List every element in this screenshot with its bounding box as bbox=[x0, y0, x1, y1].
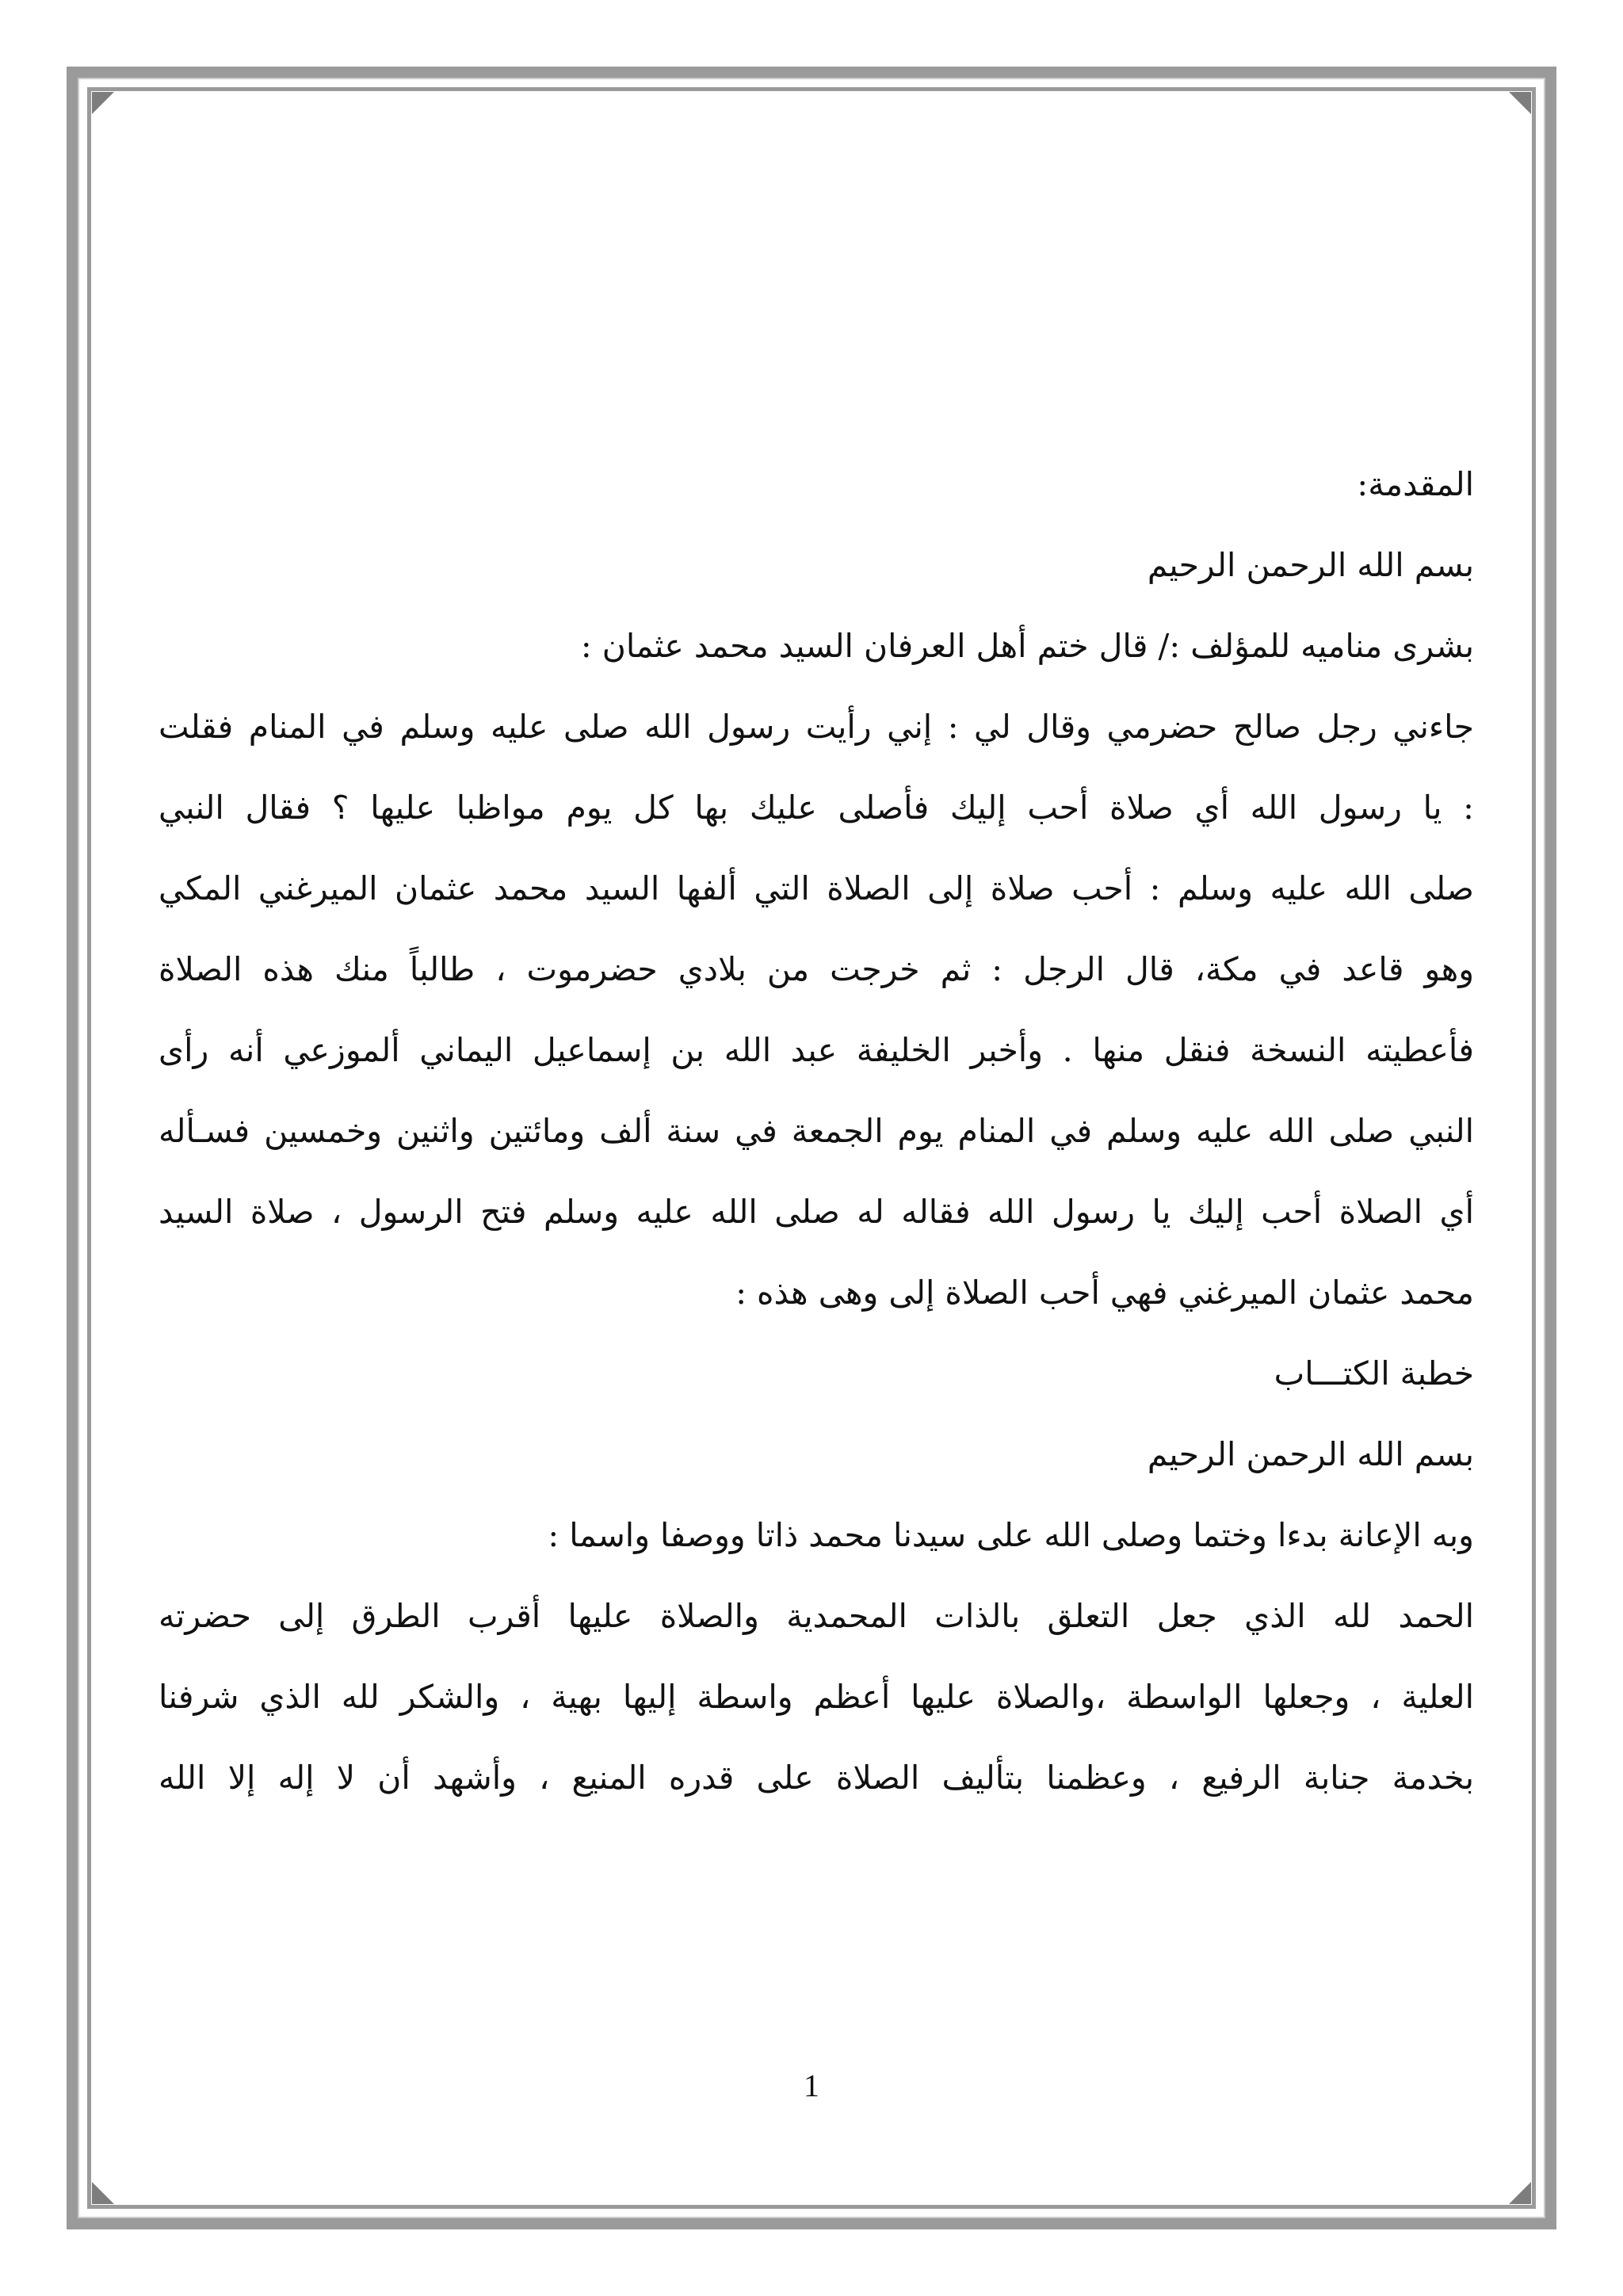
basmala-line: بسم الله الرحمن الرحيم bbox=[1147, 1435, 1474, 1473]
intro-heading: المقدمة: bbox=[1357, 465, 1474, 503]
paragraph-line: بخدمة جنابة الرفيع ، وعظمنا بتأليف الصلاة على قدره المنيع ، وأشهد أن لا إله إلا الله bbox=[158, 1759, 1474, 1797]
paragraph-line: وهو قاعد في مكة، قال الرجل : ثم خرجت من بلادي حضرموت ، طالباً منك هذه الصلاة bbox=[158, 950, 1474, 988]
corner-ornament-bottom-right bbox=[1509, 2182, 1531, 2204]
page-number: 1 bbox=[804, 2068, 819, 2103]
paragraph-line: : يا رسول الله أي صلاة أحب إليك فأصلى عليك بها كل يوم مواظبا عليها ؟ فقال النبي bbox=[158, 789, 1474, 827]
basmala-line: بسم الله الرحمن الرحيم bbox=[1147, 546, 1474, 584]
paragraph-line: فأعطيته النسخة فنقل منها . وأخبر الخليفة عبد الله بن إسماعيل اليماني ألموزعي أنه رأى bbox=[158, 1031, 1474, 1069]
paragraph-line: جاءني رجل صالح حضرمي وقال لي : إني رأيت رسول الله صلى عليه وسلم في المنام فقلت bbox=[158, 708, 1474, 746]
announcement-line: بشرى مناميه للمؤلف :/ قال ختم أهل العرفان السيد محمد عثمان : bbox=[580, 627, 1474, 665]
paragraph-line: العلية ، وجعلها الواسطة ،والصلاة عليها أعظم واسطة إليها بهية ، والشكر لله الذي شرفنا bbox=[158, 1678, 1474, 1716]
paragraph-line: أي الصلاة أحب إليك يا رسول الله فقاله له صلى الله عليه وسلم فتح الرسول ، صلاة السيد bbox=[158, 1193, 1474, 1231]
sermon-heading: خطبة الكتـــاب bbox=[1274, 1354, 1474, 1392]
paragraph-line: محمد عثمان الميرغني فهي أحب الصلاة إلى وهى هذه : bbox=[735, 1274, 1474, 1312]
paragraph-line: الحمد لله الذي جعل التعلق بالذات المحمدية والصلاة عليها أقرب الطرق إلى حضرته bbox=[158, 1597, 1474, 1635]
paragraph-line: صلى الله عليه وسلم : أحب صلاة إلى الصلاة التي ألفها السيد محمد عثمان الميرغني المكي bbox=[158, 869, 1474, 907]
help-line: وبه الإعانة بدءا وختما وصلى الله على سيدنا محمد ذاتا ووصفا واسما : bbox=[548, 1516, 1474, 1554]
paragraph-line: النبي صلى الله عليه وسلم في المنام يوم الجمعة في سنة ألف ومائتين واثنين وخمسين فسـأله bbox=[158, 1112, 1474, 1150]
corner-ornament-bottom-left bbox=[92, 2182, 114, 2204]
document-body bbox=[158, 444, 1474, 1818]
corner-ornament-top-right bbox=[1509, 92, 1531, 114]
corner-ornament-top-left bbox=[92, 92, 114, 114]
